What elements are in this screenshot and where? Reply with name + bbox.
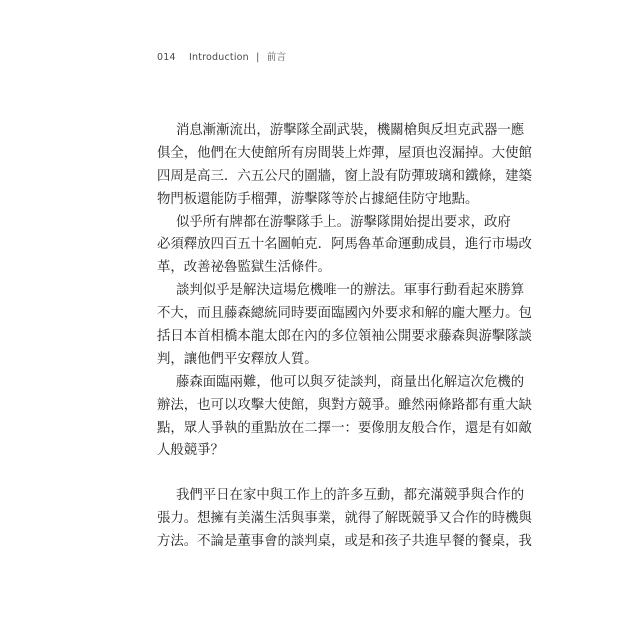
text-line: 俱全，他們在大使館所有房間裝上炸彈，屋頂也沒漏掉。大使館 xyxy=(157,145,532,161)
body-text xyxy=(157,120,532,554)
header-separator: | xyxy=(256,52,260,63)
paragraph-3 xyxy=(157,280,532,372)
text-line: 談判似乎是解決這場危機唯一的辦法。軍事行動看起來勝算 xyxy=(176,283,525,299)
text-line: 張力。想擁有美滿生活與事業，就得了解既競爭又合作的時機與 xyxy=(157,511,532,527)
text-line: 必須釋放四百五十名圖帕克．阿馬魯革命運動成員，進行市場改 xyxy=(157,237,532,253)
running-header xyxy=(157,49,286,63)
text-line: 四周是高三．六五公尺的圍牆，窗上設有防彈玻璃和鐵條，建築 xyxy=(157,168,532,184)
text-line: 辦法，也可以攻擊大使館，與對方競爭。雖然兩條路都有重大缺 xyxy=(157,397,532,413)
text-line: 物門板還能防手榴彈，游擊隊等於占據絕佳防守地點。 xyxy=(157,191,479,207)
text-line: 消息漸漸流出，游擊隊全副武裝，機關槍與反坦克武器一應 xyxy=(176,123,525,138)
section-break xyxy=(157,463,472,485)
text-line: 括日本首相橋本龍太郎在內的多位領袖公開要求藤森與游擊隊談 xyxy=(157,329,532,345)
text-line: 似乎所有牌都在游擊隊手上。游擊隊開始提出要求，政府 xyxy=(176,214,511,230)
text-line: 不大，而且藤森總統同時要面臨國內外要求和解的龐大壓力。包 xyxy=(157,306,532,322)
section-title: Introduction xyxy=(188,52,249,63)
text-line: 點，眾人爭執的重點放在二擇一：要像朋友般合作，還是有如敵 xyxy=(157,420,532,436)
section-title-zh: 前言 xyxy=(266,52,287,63)
paragraph-5 xyxy=(157,485,532,554)
text-line: 判，讓他們平安釋放人質。 xyxy=(157,351,318,367)
text-line: 我們平日在家中與工作上的許多互動，都充滿競爭與合作的 xyxy=(176,488,525,504)
text-line: 方法。不論是董事會的談判桌，或是和孩子共進早餐的餐桌，我 xyxy=(157,534,532,550)
text-line: 人般競爭？ xyxy=(157,443,224,459)
paragraph-2 xyxy=(157,212,532,281)
text-line: 藤森面臨兩難，他可以與歹徒談判，商量出化解這次危機的 xyxy=(176,374,525,390)
page-number: 014 xyxy=(157,52,176,63)
text-line: 革，改善祕魯監獄生活條件。 xyxy=(157,260,332,276)
paragraph-4 xyxy=(157,372,532,464)
paragraph-1 xyxy=(157,120,532,212)
